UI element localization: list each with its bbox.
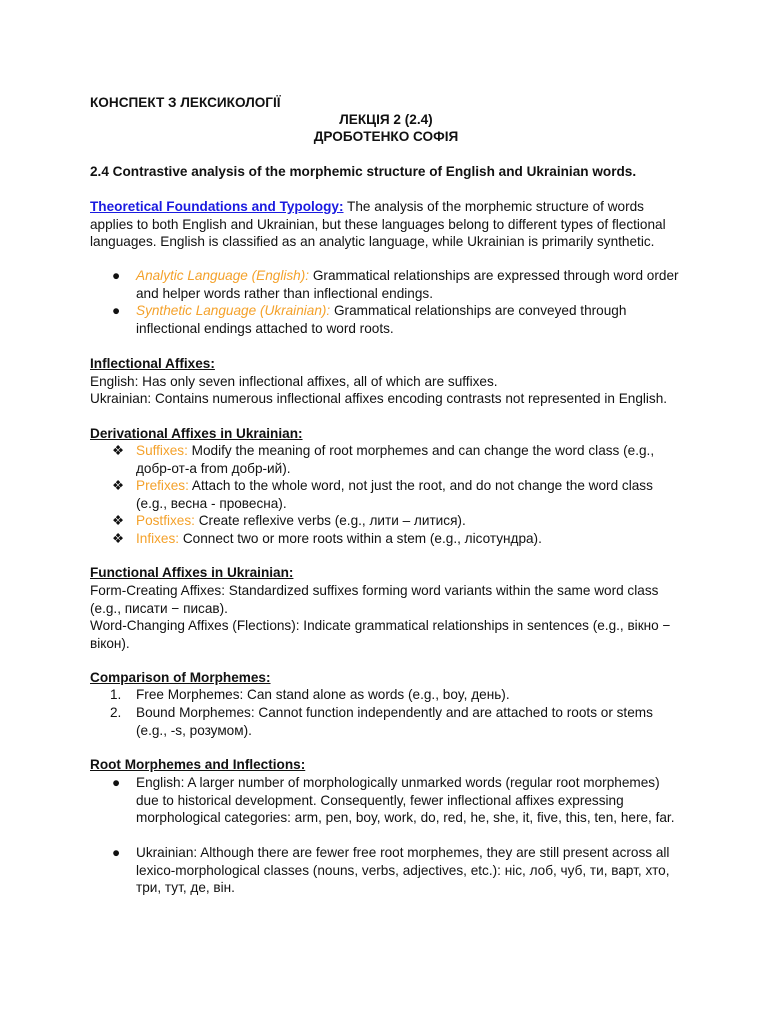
synthetic-label: Synthetic Language (Ukrainian): <box>136 303 331 318</box>
form-creating-text: Form-Creating Affixes: Standardized suffixes forming word variants within the same word class (e.g., писати − писав). <box>90 583 659 616</box>
derivational-heading: Derivational Affixes in Ukrainian: <box>90 426 303 441</box>
section-title: 2.4 Contrastive analysis of the morphemic structure of English and Ukrainian words. <box>90 164 637 179</box>
inflectional-english: English: Has only seven inflectional affixes, all of which are suffixes. <box>90 374 498 389</box>
lecture-number: ЛЕКЦІЯ 2 (2.4) <box>339 112 433 127</box>
analytic-label: Analytic Language (English): <box>136 268 310 283</box>
bullet-diamond-icon: ❖ <box>112 478 125 493</box>
foundations-link[interactable]: Theoretical Foundations and Typology: <box>90 199 344 214</box>
word-changing-text: Word-Changing Affixes (Flections): Indicate grammatical relationships in sentences (e.g., вікно − вікон). <box>90 618 671 651</box>
infixes-label: Infixes: <box>136 531 180 546</box>
list-number: 2. <box>110 705 122 720</box>
foundations-paragraph <box>90 198 682 251</box>
roots-heading: Root Morphemes and Inflections: <box>90 757 306 772</box>
inflectional-heading: Inflectional Affixes: <box>90 356 215 371</box>
roots-english-text: English: A larger number of morphologically unmarked words (regular root morphemes) due to historical development. Consequently, fewer inflectional affixes expressing morphological categories: arm, pen, boy, work, do, red, he, she, it, five, this, ten, here, far. <box>136 775 675 825</box>
postfixes-text: Create reflexive verbs (e.g., лити – литися). <box>198 513 466 528</box>
bullet-dot-icon: ● <box>112 268 121 283</box>
bullet-diamond-icon: ❖ <box>112 513 125 528</box>
bullet-diamond-icon: ❖ <box>112 531 125 546</box>
infixes-text: Connect two or more roots within a stem (e.g., лісотундра). <box>182 531 542 546</box>
bullet-diamond-icon: ❖ <box>112 443 125 458</box>
free-morphemes-text: Free Morphemes: Can stand alone as words (e.g., boy, день). <box>136 687 510 702</box>
comparison-heading: Comparison of Morphemes: <box>90 670 271 685</box>
list-number: 1. <box>110 687 122 702</box>
functional-heading: Functional Affixes in Ukrainian: <box>90 565 294 580</box>
bound-morphemes-text: Bound Morphemes: Cannot function independently and are attached to roots or stems (e.g., -s, розумом). <box>136 705 653 738</box>
prefixes-label: Prefixes: <box>136 478 189 493</box>
author-name: ДРОБОТЕНКО СОФІЯ <box>313 129 459 144</box>
foundations-text: The analysis of the morphemic structure of words applies to both English and Ukrainian, but these languages belong to different types of flectional languages. English is classified as an analytic language, while Ukrainian is primarily synthetic. <box>90 199 666 249</box>
prefixes-text: Attach to the whole word, not just the root, and do not change the word class (e.g., весна - провесна). <box>136 478 653 511</box>
bullet-dot-icon: ● <box>112 775 121 790</box>
notes-title: КОНСПЕКТ З ЛЕКСИКОЛОГІЇ <box>90 95 281 110</box>
suffixes-text: Modify the meaning of root morphemes and can change the word class (e.g., добр-от-а from добр-ий). <box>136 443 655 476</box>
postfixes-label: Postfixes: <box>136 513 195 528</box>
synthetic-text: Grammatical relationships are conveyed through inflectional endings attached to word roots. <box>136 303 627 336</box>
suffixes-label: Suffixes: <box>136 443 188 458</box>
bullet-dot-icon: ● <box>112 303 121 318</box>
roots-ukrainian-text: Ukrainian: Although there are fewer free root morphemes, they are still present across all lexico-morphological classes (nouns, verbs, adjectives, etc.): ніс, лоб, чуб, ти, варт, хто, три, тут, де, він. <box>136 845 670 895</box>
analytic-text: Grammatical relationships are expressed through word order and helper words rather than inflectional endings. <box>136 268 679 301</box>
inflectional-ukrainian: Ukrainian: Contains numerous inflectional affixes encoding contrasts not represented in English. <box>90 391 668 406</box>
bullet-dot-icon: ● <box>112 845 121 860</box>
